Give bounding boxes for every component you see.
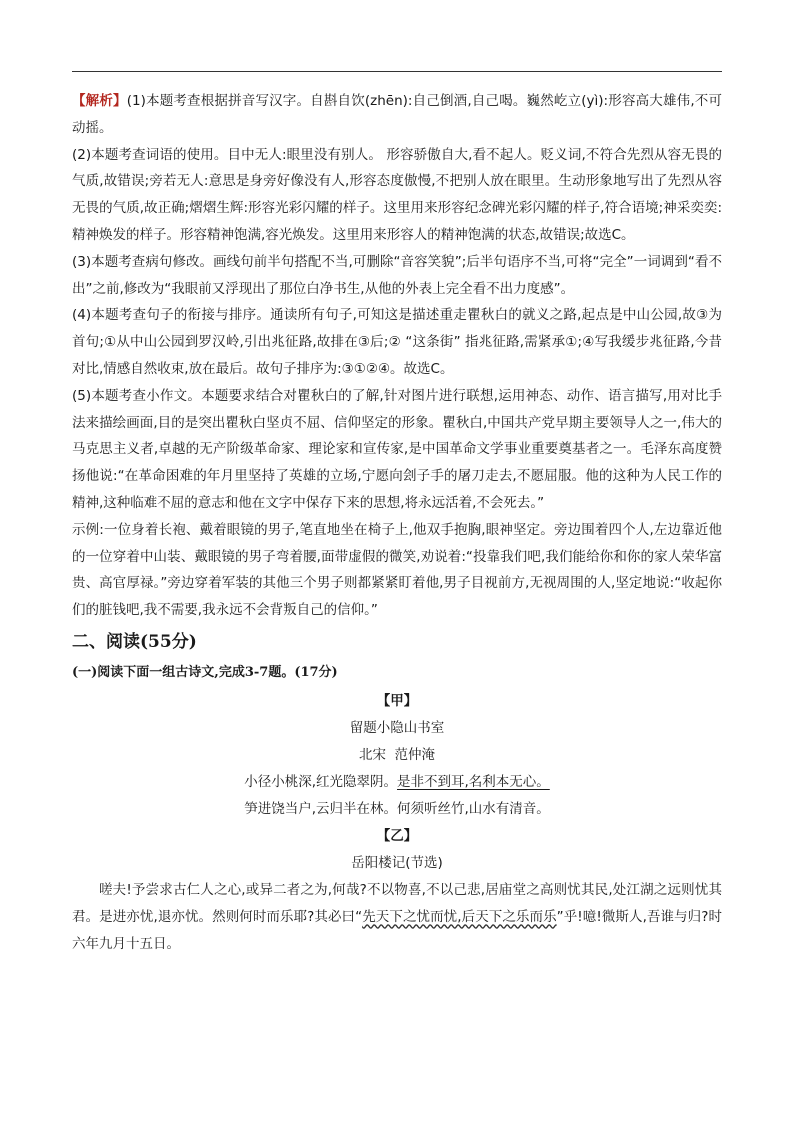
poem-line-1 xyxy=(72,769,722,796)
section-heading: 二、阅读(55分) xyxy=(72,631,197,652)
prose-text-a: 嗟夫!予尝求古仁人之心,或异二者之为,何哉?不以物喜,不以己悲,居庙堂之高则忧其民,处江湖之远则忧其君。是进亦忧,退亦忧。然则何时而乐耶?其必曰“ xyxy=(72,881,722,925)
prose-text-c: ”乎!噫!微斯人,吾谁与归?时六年九月十五日。 xyxy=(72,908,722,952)
analysis-item-4: (4)本题考查句子的衔接与排序。通读所有句子,可知这是描述重走瞿秋白的就义之路,起点是中山公园,故③为首句;①从中山公园到罗汉岭,引出兆征路,故排在③后;② “这条街” 指兆征路,需紧承①;④写我缓步兆征路,今昔对比,情感自然收束,放在最后。故句子排序为:③①②④。故选C。 xyxy=(72,307,722,377)
prose-paragraph xyxy=(72,877,722,957)
prose-title: 岳阳楼记(节选) xyxy=(351,854,443,871)
analysis-item-1 xyxy=(72,88,722,142)
analysis-text-1: (1)本题考查根据拼音写汉字。自斟自饮(zhēn):自己倒酒,自己喝。巍然屹立(yì):形容高大雄伟,不可动摇。 xyxy=(72,93,722,136)
header-rule xyxy=(72,71,722,72)
page-content xyxy=(72,88,722,957)
analysis-item-3: (3)本题考查病句修改。画线句前半句搭配不当,可删除“音容笑貌”;后半句语序不当,可将“完全”一词调到“看不出”之前,修改为“我眼前又浮现出了那位白净书生,从他的外表上完全看不出力度感”。 xyxy=(72,253,722,297)
poem-jia-label: 【甲】 xyxy=(376,692,418,709)
poem-line-1-underlined: 是非不到耳,名利本无心。 xyxy=(397,773,550,790)
subsection-heading: (一)阅读下面一组古诗文,完成3-7题。(17分) xyxy=(72,664,338,680)
analysis-example: 示例:一位身着长袍、戴着眼镜的男子,笔直地坐在椅子上,他双手抱胸,眼神坚定。旁边围着四个人,左边靠近他的一位穿着中山装、戴眼镜的男子弯着腰,面带虚假的微笑,劝说着:“投靠我们吧,我们能给你和你的家人荣华富贵、高官厚禄。”旁边穿着军装的其他三个男子则都紧紧盯着他,男子目视前方,无视周围的人,坚定地说:“收起你们的脏钱吧,我不需要,我永远不会背叛自己的信仰。” xyxy=(72,521,722,619)
analysis-tag: 【解析】 xyxy=(72,93,127,109)
poem-line-2: 笋进饶当户,云归半在林。何须听丝竹,山水有清音。 xyxy=(244,800,550,817)
poem-author: 北宋 范仲淹 xyxy=(358,746,436,763)
analysis-item-2: (2)本题考查词语的使用。目中无人:眼里没有别人。 形容骄傲自大,看不起人。贬义词,不符合先烈从容无畏的气质,故错误;旁若无人:意思是身旁好像没有人,形容态度傲慢,不把别人放在眼里。生动形象地写出了先烈从容无畏的气质,故正确;熠熠生辉:形容光彩闪耀的样子。这里用来形容纪念碑光彩闪耀的样子,符合语境;神采奕奕:精神焕发的样子。形容精神饱满,容光焕发。这里用来形容人的精神饱满的状态,故错误;故选C。 xyxy=(72,146,722,243)
prose-wavy-underlined: 先天下之忧而忧,后天下之乐而乐 xyxy=(362,908,557,925)
prose-yi-label: 【乙】 xyxy=(376,827,418,844)
poem-line-1-a: 小径小桃深,红光隐翠阴。 xyxy=(244,773,397,790)
analysis-item-5: (5)本题考查小作文。本题要求结合对瞿秋白的了解,针对图片进行联想,运用神态、动作、语言描写,用对比手法来描绘画面,目的是突出瞿秋白坚贞不屈、信仰坚定的形象。瞿秋白,中国共产党早期主要领导人之一,伟大的马克思主义者,卓越的无产阶级革命家、理论家和宣传家,是中国革命文学事业重要奠基者之一。毛泽东高度赞扬他说:“在革命困难的年月里坚持了英雄的立场,宁愿向刽子手的屠刀走去,不愿屈服。他的这种为人民工作的精神,这种临难不屈的意志和他在文字中保存下来的思想,将永远活着,不会死去。” xyxy=(72,387,722,511)
poem-title: 留题小隐山书室 xyxy=(349,719,445,736)
